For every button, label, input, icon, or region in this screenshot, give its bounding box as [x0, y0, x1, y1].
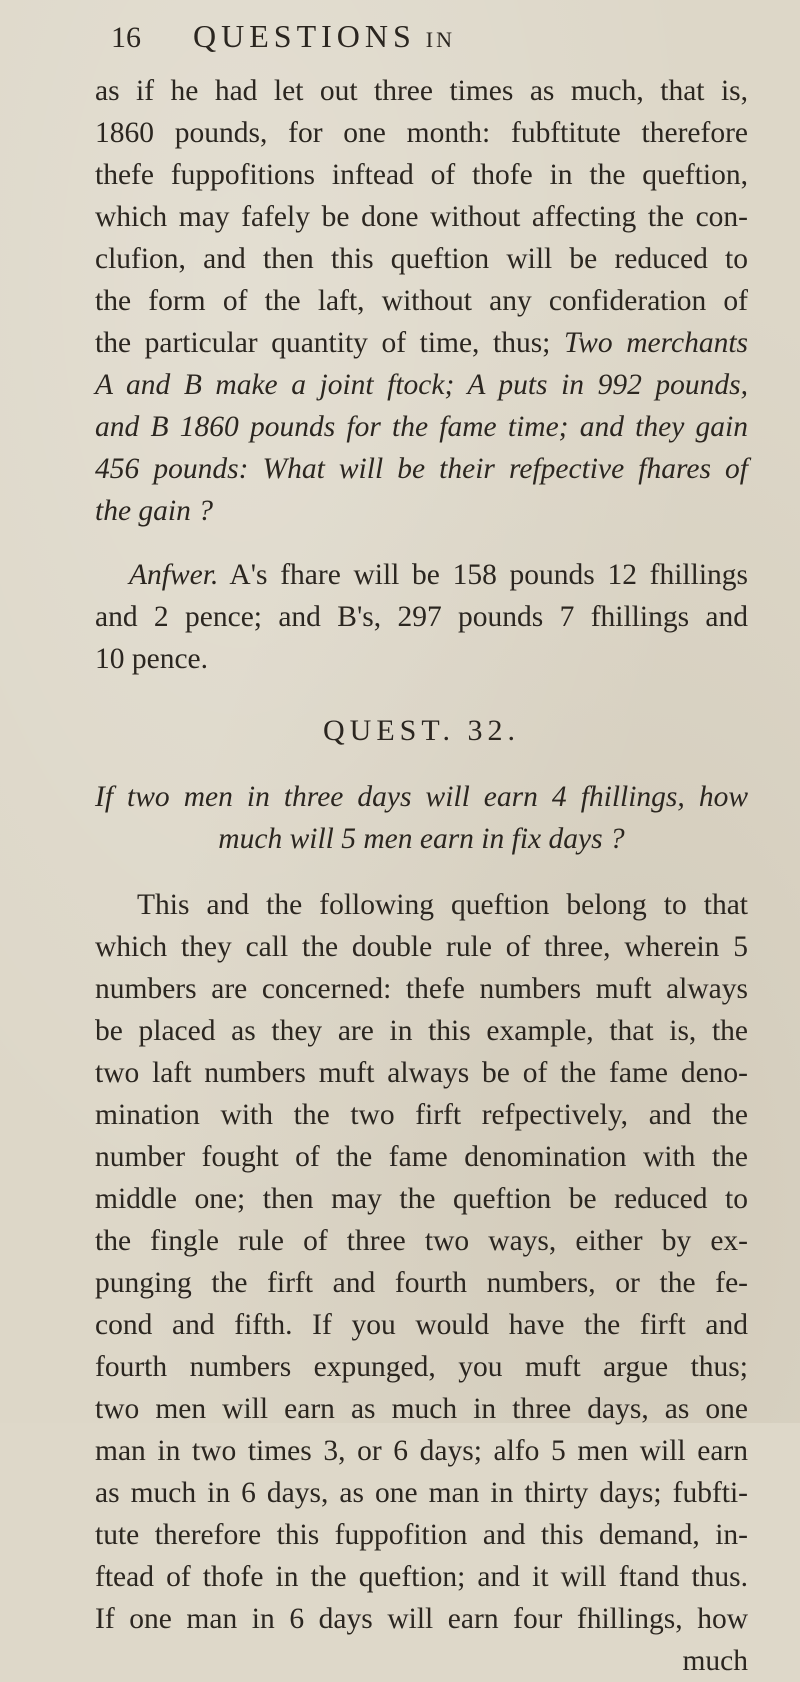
text-line: two laft numbers muft always be of the fame deno- — [95, 1057, 748, 1089]
text-line: fourth numbers expunged, you muft argue thus; — [95, 1351, 748, 1383]
text-line — [95, 322, 748, 364]
text-line: as much in 6 days, as one man in thirty days; fubfti- — [95, 1477, 748, 1509]
text-line: 1860 pounds, for one month: fubftitute therefore — [95, 117, 748, 149]
text-line: which may fafely be done without affecting the con- — [95, 201, 748, 233]
text-line-italic: and B 1860 pounds for the fame time; and they gain — [95, 411, 748, 443]
answer-line: and 2 pence; and B's, 297 pounds 7 fhillings and — [95, 601, 748, 633]
running-head — [95, 18, 748, 70]
question-line: If two men in three days will earn 4 fhillings, how — [95, 781, 748, 813]
text-line: number fought of the fame denomination with the — [95, 1141, 748, 1173]
text-line-italic: Two merchants — [563, 327, 748, 359]
paragraph-explanation — [95, 884, 748, 1682]
spacer — [95, 860, 748, 884]
spacer — [95, 532, 748, 554]
text-line: man in two times 3, or 6 days; alfo 5 men will earn — [95, 1435, 748, 1467]
answer-label: Anfwer. — [129, 559, 219, 591]
text-line-italic: the gain ? — [95, 495, 213, 527]
paragraph-continued — [95, 70, 748, 532]
text-line: the fingle rule of three two ways, either by ex- — [95, 1225, 748, 1257]
text-line: two men will earn as much in three days, as one — [95, 1393, 748, 1425]
text-line-italic: A and B make a joint ftock; A puts in 992 pounds, — [95, 369, 748, 401]
running-title-main: QUESTIONS — [193, 18, 416, 54]
question-heading: QUEST. 32. — [323, 714, 520, 747]
answer-block — [95, 554, 748, 680]
text-line-roman: the particular quantity of time, thus; — [95, 327, 551, 359]
text-line: punging the firft and fourth numbers, or the fe- — [95, 1267, 748, 1299]
text-line: be placed as they are in this example, that is, the — [95, 1015, 748, 1047]
text-line: tute therefore this fuppofition and this demand, in- — [95, 1519, 748, 1551]
text-line: thefe fuppofitions inftead of thofe in the queftion, — [95, 159, 748, 191]
text-line: clufion, and then this queftion will be reduced to — [95, 243, 748, 275]
text-line: mination with the two firft refpectively, and the — [95, 1099, 748, 1131]
catchword: much — [682, 1645, 748, 1677]
question-line: much will 5 men earn in fix days ? — [218, 823, 625, 855]
answer-line — [95, 554, 748, 596]
body-text — [95, 70, 748, 1682]
page-number: 16 — [111, 21, 141, 54]
answer-line: 10 pence. — [95, 643, 209, 675]
text-line: numbers are concerned: thefe numbers muft always — [95, 973, 748, 1005]
text-line: as if he had let out three times as much, that is, — [95, 75, 748, 107]
text-line: ftead of thofe in the queftion; and it will ftand thus. — [95, 1561, 748, 1593]
text-line-italic: 456 pounds: What will be their refpective fhares of — [95, 453, 748, 485]
text-line: If one man in 6 days will earn four fhillings, how — [95, 1603, 748, 1635]
text-line: which they call the double rule of three, wherein 5 — [95, 931, 748, 963]
answer-text: A's fhare will be 158 pounds 12 fhillings — [229, 559, 748, 591]
question-text — [95, 776, 748, 860]
text-line: cond and fifth. If you would have the firft and — [95, 1309, 748, 1341]
text-line: the form of the laft, without any confideration of — [95, 285, 748, 317]
text-line: This and the following queftion belong to that — [137, 889, 748, 921]
text-line: middle one; then may the queftion be reduced to — [95, 1183, 748, 1215]
running-title-suffix: IN — [425, 27, 455, 52]
running-title — [193, 18, 455, 55]
